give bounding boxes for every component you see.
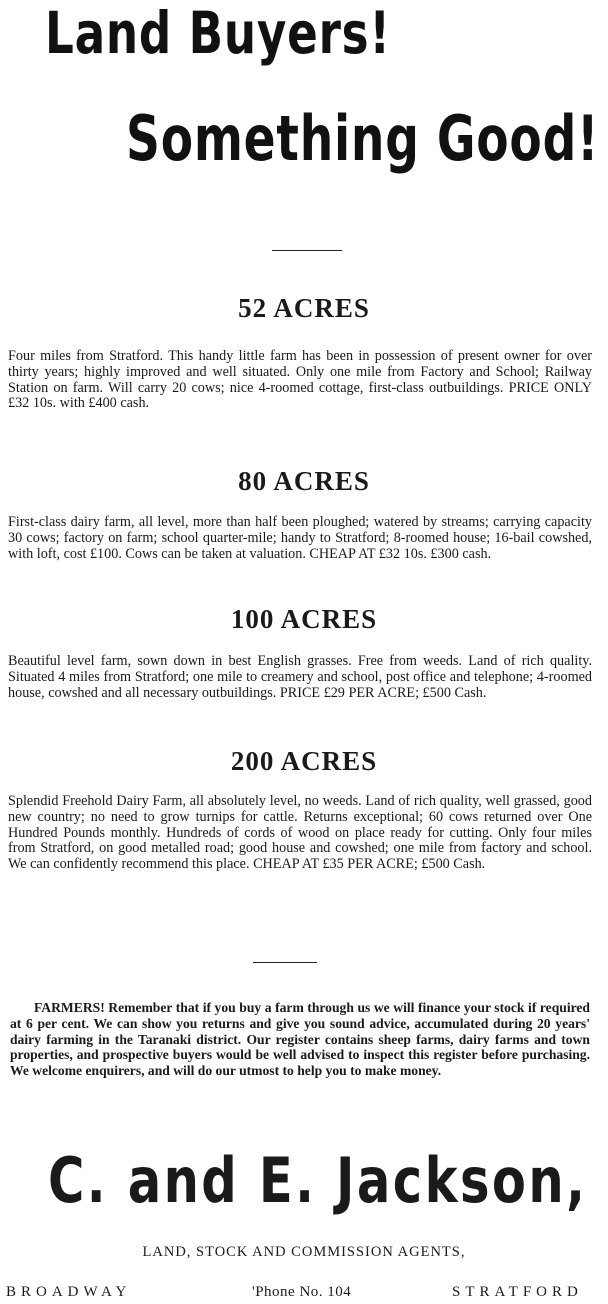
footer-phone: 'Phone No. 104 bbox=[252, 1284, 352, 1300]
firm-description: LAND, STOCK AND COMMISSION AGENTS, bbox=[142, 1244, 466, 1260]
listing-heading-200-acres: 200 ACRES bbox=[230, 746, 378, 776]
listing-heading-100-acres: 100 ACRES bbox=[230, 604, 378, 634]
divider-top bbox=[272, 250, 342, 251]
listing-heading-80-acres: 80 ACRES bbox=[238, 466, 370, 496]
listing-heading-52-acres: 52 ACRES bbox=[238, 293, 370, 323]
listing-text-52-acres: Four miles from Stratford. This handy little farm has been in possession of present owner for over thirty years; highly improved and well situated. Only one mile from Factory and School; Railway Station on farm. Will carry 20 cows; nice 4-roomed cottage, first-class outbuildings. PRICE ONLY £32 10s. with £400 cash. bbox=[8, 348, 592, 412]
listing-text-100-acres: Beautiful level farm, sown down in best English grasses. Free from weeds. Land of rich quality. Situated 4 miles from Stratford; one mile to creamery and school, post office and telephone; 4-roomed house, cowshed and all necessary outbuildings. PRICE £29 PER ACRE; £500 Cash. bbox=[8, 653, 592, 701]
footer-address-stratford: STRATFORD bbox=[452, 1284, 583, 1300]
listing-text-200-acres: Splendid Freehold Dairy Farm, all absolutely level, no weeds. Land of rich quality, well grassed, good new country; no need to grow turnips for cattle. Returns exceptional; 60 cows returned over One Hundred Pounds monthly. Hundreds of cords of wood on place ready for cutting. Only four miles from Stratford, on good metalled road; good house and cowshed; one mile from factory and school. We can confidently recommend this place. CHEAP AT £35 PER ACRE; £500 Cash. bbox=[8, 793, 592, 873]
footer-address-broadway: BROADWAY bbox=[6, 1284, 132, 1300]
divider-middle bbox=[253, 962, 317, 963]
headline-something-good: Something Good! bbox=[126, 102, 600, 175]
farmers-notice: FARMERS! Remember that if you buy a farm through us we will finance your stock if required at 6 per cent. We can show you returns and give you sound advice, accumulated during 20 years' dairy farming in the Taranaki district. Our register contains sheep farms, dairy farms and town properties, and prospective buyers would be well advised to inspect this register before purchasing. We welcome enquirers, and will do our utmost to help you to make money. bbox=[10, 1000, 590, 1079]
firm-name: C. and E. Jackson, bbox=[48, 1144, 588, 1217]
listing-text-80-acres: First-class dairy farm, all level, more than half been ploughed; watered by streams; carrying capacity 30 cows; factory on farm; school quarter-mile; handy to Stratford; 8-roomed house; 16-bail cowshed, with loft, cost £100. Cows can be taken at valuation. CHEAP AT £32 10s. £300 cash. bbox=[8, 514, 592, 562]
headline-land-buyers: Land Buyers! bbox=[45, 0, 391, 67]
